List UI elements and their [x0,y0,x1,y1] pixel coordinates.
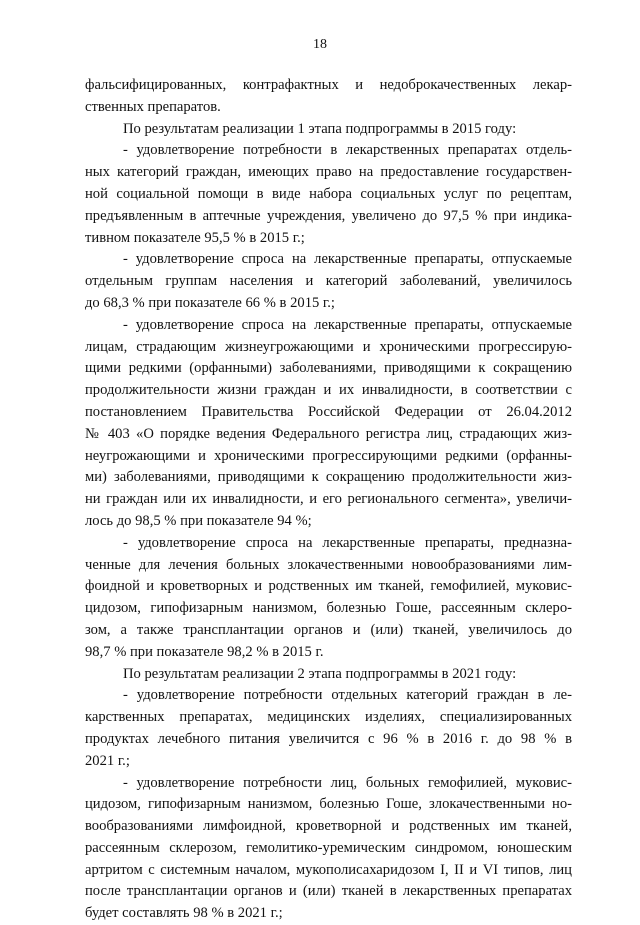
text-line: № 403 «О порядке ведения Федерального регистра лиц, страдающих жиз- [85,425,572,442]
text-line: будет составлять 98 % в 2021 г.; [85,905,283,922]
text-line: ченные для лечения больных злокачественными новообразованиями лим- [85,556,572,573]
text-line: зом, а также трансплантации органов и (или) тканей, увеличилось до [85,621,572,638]
text-line: 2021 г.; [85,752,130,769]
text-line: По результатам реализации 2 этапа подпрограммы в 2021 году: [123,665,517,682]
text-line: неугрожающими и хроническими прогрессирующими редкими (орфанны- [85,447,572,464]
text-line: постановлением Правительства Российской Федерации от 26.04.2012 [85,403,572,420]
text-line: По результатам реализации 1 этапа подпрограммы в 2015 году: [123,120,517,137]
document-body-text [85,75,572,925]
text-line: лицам, страдающим жизнеугрожающими и хроническими прогрессирую- [85,338,572,355]
text-line: продолжительности жизни граждан и их инвалидности, в соответствии с [85,382,572,399]
text-line: 98,7 % при показателе 98,2 % в 2015 г. [85,643,324,660]
text-line: цидозом, гипофизарным нанизмом, болезнью Гоше, злокачественными но- [85,796,572,813]
text-line: тивном показателе 95,5 % в 2015 г.; [85,229,305,246]
text-line: после трансплантации органов и (или) тканей в лекарственных препаратах [85,883,572,900]
text-line: - удовлетворение спроса на лекарственные препараты, отпускаемые [123,316,572,333]
text-line: артритом с системным началом, мукополисахаридозом I, II и VI типов, лиц [85,861,572,878]
text-line: - удовлетворение потребности лиц, больных гемофилией, муковис- [123,774,572,791]
text-line: ных категорий граждан, имеющих право на предоставление государствен- [85,164,572,181]
text-line: лось до 98,5 % при показателе 94 %; [85,512,312,529]
text-line: щими редкими (орфанными) заболеваниями, приводящими к сокращению [85,360,572,377]
text-line: - удовлетворение спроса на лекарственные препараты, предназна- [123,534,572,551]
text-line: ми) заболеваниями, приводящими к сокращению продолжительности жиз- [85,469,572,486]
text-line: - удовлетворение спроса на лекарственные препараты, отпускаемые [123,251,572,268]
text-line: рассеянным склерозом, гемолитико-уремическим синдромом, юношеским [85,839,572,856]
text-line: карственных препаратах, медицинских изделиях, специализированных [85,709,572,726]
text-line: отдельным группам населения и категорий заболеваний, увеличилось [85,273,572,290]
text-line: ной социальной помощи в виде набора социальных услуг по рецептам, [85,185,572,202]
text-line: - удовлетворение потребности отдельных категорий граждан в ле- [123,687,572,704]
text-line: ственных препаратов. [85,98,221,115]
text-line: фальсифицированных, контрафактных и недоброкачественных лекар- [85,77,572,93]
text-line: вообразованиями лимфоидной, кроветворной и родственных им тканей, [85,818,572,835]
text-line: до 68,3 % при показателе 66 % в 2015 г.; [85,294,335,311]
text-line: - удовлетворение потребности в лекарственных препаратах отдель- [123,142,572,159]
text-line: продуктах лечебного питания увеличится с 96 % в 2016 г. до 98 % в [85,730,572,747]
text-line: ни граждан или их инвалидности, и его регионального сегмента», увеличи- [85,491,572,508]
page-number: 18 [313,37,327,52]
text-line: предъявленным в аптечные учреждения, увеличено до 97,5 % при индика- [85,207,572,224]
text-line: цидозом, гипофизарным нанизмом, болезнью Гоше, рассеянным склеро- [85,600,572,617]
text-line: фоидной и кроветворных и родственных им тканей, гемофилией, муковис- [85,578,572,595]
